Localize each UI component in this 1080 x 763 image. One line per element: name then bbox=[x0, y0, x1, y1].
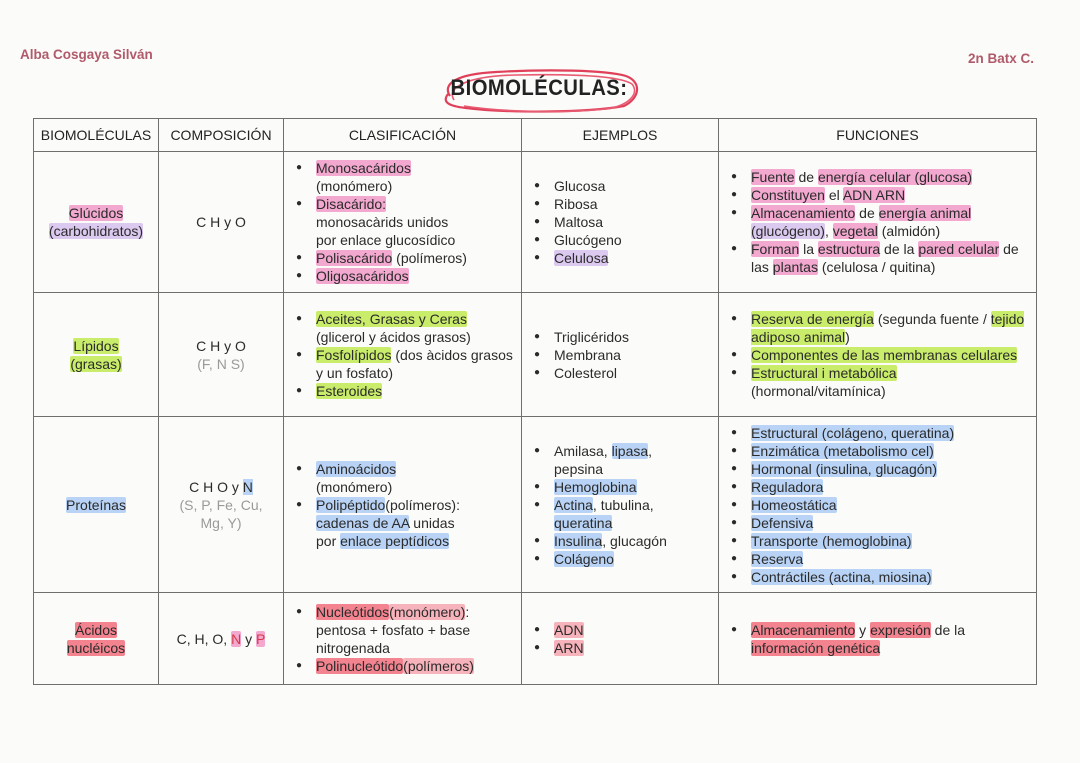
col-header-clasificacion: CLASIFICACIÓN bbox=[284, 119, 522, 152]
class-detail: : bbox=[465, 603, 470, 620]
list-item bbox=[751, 186, 1036, 204]
name-cell bbox=[34, 593, 159, 685]
function-text: de la bbox=[930, 621, 966, 638]
class-term: Disacárido: bbox=[316, 196, 387, 212]
class-detail: (polímeros) bbox=[403, 657, 474, 674]
class-detail: monosacàrids unidos bbox=[316, 214, 449, 230]
table-row-lipidos bbox=[34, 293, 1037, 417]
class-detail: (glicerol y ácidos grasos) bbox=[316, 328, 471, 345]
course-label: 2n Batx C. bbox=[967, 51, 1034, 66]
list-item bbox=[554, 442, 718, 478]
example: Triglicéridos bbox=[554, 328, 629, 345]
class-term: Aminoácidos bbox=[316, 460, 397, 477]
function-term: ADN ARN bbox=[842, 187, 906, 203]
name-cell bbox=[34, 417, 159, 593]
table-row-acidos-nucleicos bbox=[34, 593, 1037, 685]
classification-cell bbox=[284, 417, 522, 593]
function-term: energía animal bbox=[878, 205, 972, 221]
biomolecules-table bbox=[33, 118, 1037, 685]
col-header-funciones: FUNCIONES bbox=[719, 119, 1037, 152]
table-header-row bbox=[34, 119, 1037, 152]
list-item bbox=[554, 177, 718, 195]
classification-cell bbox=[284, 293, 522, 417]
class-detail: (monómero) bbox=[389, 603, 466, 620]
list-item bbox=[751, 532, 1036, 550]
class-detail: por enlace glucosídico bbox=[316, 232, 456, 248]
example-text: , tubulina, bbox=[592, 496, 654, 513]
list-item bbox=[316, 195, 521, 249]
function-term: Forman bbox=[751, 241, 800, 257]
function-term: expresión bbox=[870, 621, 931, 638]
author-name: Alba Cosgaya Silván bbox=[20, 47, 153, 62]
col-header-biomoleculas: BIOMOLÉCULAS bbox=[34, 119, 159, 152]
function-text: ) bbox=[845, 328, 850, 345]
list-item bbox=[316, 346, 521, 382]
list-item bbox=[751, 568, 1036, 586]
example: Glucógeno bbox=[554, 232, 622, 248]
example: Insulina bbox=[554, 532, 603, 549]
function-term: Contráctiles (actina, miosina) bbox=[751, 568, 932, 585]
function-text: (segunda fuente / bbox=[873, 310, 991, 327]
class-term: enlace peptídicos bbox=[340, 532, 450, 549]
list-item bbox=[751, 478, 1036, 496]
example: Ribosa bbox=[554, 196, 598, 212]
function-term: Almacenamiento bbox=[751, 621, 856, 638]
molecule-name: Glúcidos bbox=[68, 205, 124, 221]
example: pepsina bbox=[554, 460, 604, 477]
composition: C H y O bbox=[196, 214, 246, 230]
composition-cell bbox=[159, 417, 284, 593]
class-detail: pentosa + fosfato + base bbox=[316, 621, 471, 638]
example: Colágeno bbox=[554, 550, 614, 567]
example: lipasa bbox=[611, 442, 649, 459]
example: Maltosa bbox=[554, 214, 604, 230]
examples-cell bbox=[522, 417, 719, 593]
function-term: Constituyen bbox=[751, 187, 825, 203]
list-item bbox=[316, 496, 521, 550]
list-item bbox=[554, 213, 718, 231]
class-detail: (dos àcidos grasos y un fosfato) bbox=[316, 346, 513, 381]
molecule-name: Ácidos bbox=[74, 621, 118, 638]
list-item bbox=[316, 249, 521, 267]
composition: y bbox=[241, 630, 256, 647]
list-item bbox=[316, 310, 521, 346]
list-item bbox=[751, 168, 1036, 186]
class-term: Esteroides bbox=[316, 382, 383, 399]
function-text: de bbox=[794, 169, 818, 185]
example: Amilasa bbox=[554, 442, 604, 459]
class-term: Nucleótidos bbox=[316, 603, 390, 620]
class-term: Oligosacáridos bbox=[316, 268, 409, 284]
functions-cell bbox=[719, 417, 1037, 593]
table-row-glucidos bbox=[34, 152, 1037, 293]
molecule-subname: nucléicos bbox=[66, 639, 126, 656]
functions-cell bbox=[719, 593, 1037, 685]
list-item bbox=[751, 424, 1036, 442]
class-term: Polinucleótido bbox=[316, 657, 404, 674]
function-term: Reserva de energía bbox=[751, 310, 874, 327]
list-item bbox=[751, 460, 1036, 478]
function-text: el bbox=[824, 187, 843, 203]
composition-secondary: (S, P, Fe, Cu, bbox=[179, 496, 263, 513]
function-text: , bbox=[824, 223, 833, 239]
example: Hemoglobina bbox=[554, 478, 637, 495]
class-term: cadenas de AA bbox=[316, 514, 410, 531]
page-title: BIOMOLÉCULAS: bbox=[450, 75, 628, 100]
molecule-name: Lípidos bbox=[73, 337, 119, 354]
function-text: y bbox=[855, 621, 871, 638]
class-term: Aceites, Grasas y Ceras bbox=[316, 310, 467, 327]
function-term: pared celular bbox=[918, 241, 1000, 257]
list-item bbox=[751, 514, 1036, 532]
composition-secondary: Mg, Y) bbox=[200, 514, 242, 531]
functions-cell bbox=[719, 152, 1037, 293]
function-term: (glucógeno) bbox=[751, 223, 825, 239]
function-term: Homeostática bbox=[751, 496, 837, 513]
composition-highlight: P bbox=[256, 630, 266, 647]
title-block bbox=[436, 66, 642, 114]
class-detail: (monómero) bbox=[316, 478, 393, 495]
list-item bbox=[554, 478, 718, 496]
list-item bbox=[316, 159, 521, 195]
function-text: de la bbox=[880, 241, 919, 257]
function-term: Defensiva bbox=[751, 514, 814, 531]
examples-cell bbox=[522, 293, 719, 417]
composition-highlight: N bbox=[231, 630, 242, 647]
list-item bbox=[751, 204, 1036, 240]
class-detail: (polímeros) bbox=[396, 250, 467, 266]
class-detail: nitrogenada bbox=[316, 639, 390, 656]
class-detail: (monómero) bbox=[316, 178, 393, 194]
function-term: Almacenamiento bbox=[751, 205, 856, 221]
col-header-ejemplos: EJEMPLOS bbox=[522, 119, 719, 152]
function-term: energía celular (glucosa) bbox=[817, 169, 973, 185]
list-item bbox=[554, 496, 718, 532]
list-item bbox=[554, 231, 718, 249]
function-term: vegetal bbox=[832, 223, 878, 239]
example: Membrana bbox=[554, 346, 621, 363]
list-item bbox=[316, 267, 521, 285]
list-item bbox=[554, 621, 718, 639]
class-term: Monosacáridos bbox=[316, 160, 411, 176]
function-term: Reguladora bbox=[751, 478, 824, 495]
example: Celulosa bbox=[554, 250, 609, 266]
function-text: de las bbox=[751, 241, 1019, 275]
function-text: (hormonal/vitamínica) bbox=[751, 382, 886, 399]
example: queratina bbox=[554, 514, 613, 531]
example: ADN bbox=[554, 621, 584, 638]
list-item bbox=[316, 382, 521, 400]
function-term: Fuente bbox=[751, 169, 795, 185]
list-item bbox=[554, 346, 718, 364]
composition-secondary: (F, N S) bbox=[197, 355, 245, 372]
function-term: Reserva bbox=[751, 550, 804, 567]
function-text: (celulosa / quitina) bbox=[817, 259, 936, 275]
function-term: Estructural (colágeno, queratina) bbox=[751, 424, 955, 441]
example-text: , bbox=[648, 442, 653, 459]
composition-highlight: N bbox=[242, 478, 253, 495]
composition: C, H, O, bbox=[176, 630, 232, 647]
molecule-name: Proteínas bbox=[66, 496, 126, 513]
function-text: (almidón) bbox=[877, 223, 941, 239]
function-term: Hormonal (insulina, glucagón) bbox=[751, 460, 937, 477]
composition: C H O y bbox=[189, 478, 243, 495]
list-item bbox=[554, 328, 718, 346]
list-item bbox=[554, 195, 718, 213]
list-item bbox=[751, 364, 1036, 400]
examples-cell bbox=[522, 152, 719, 293]
list-item bbox=[554, 249, 718, 267]
classification-cell bbox=[284, 593, 522, 685]
molecule-subname: (carbohidratos) bbox=[48, 223, 144, 239]
list-item bbox=[554, 639, 718, 657]
function-term: plantas bbox=[772, 259, 818, 275]
function-term: estructura bbox=[817, 241, 881, 257]
list-item bbox=[316, 460, 521, 496]
example: Glucosa bbox=[554, 178, 606, 194]
class-term: Polisacárido bbox=[316, 250, 393, 266]
function-term: tejido adiposo animal bbox=[751, 310, 1025, 345]
name-cell bbox=[34, 152, 159, 293]
example-text: , glucagón bbox=[602, 532, 667, 549]
composition-cell bbox=[159, 293, 284, 417]
function-term: información genética bbox=[751, 639, 881, 656]
list-item bbox=[554, 532, 718, 550]
example-text: , bbox=[603, 442, 612, 459]
example: Actina bbox=[554, 496, 593, 513]
list-item bbox=[751, 621, 1036, 657]
list-item bbox=[316, 657, 521, 675]
function-term: Estructural i metabólica bbox=[751, 364, 897, 381]
function-term: Componentes de las membranas celulares bbox=[751, 346, 1018, 363]
function-text: la bbox=[799, 241, 818, 257]
classification-cell bbox=[284, 152, 522, 293]
example: ARN bbox=[554, 639, 584, 656]
functions-cell bbox=[719, 293, 1037, 417]
example: Colesterol bbox=[554, 364, 618, 381]
list-item bbox=[751, 346, 1036, 364]
list-item bbox=[751, 496, 1036, 514]
list-item bbox=[554, 550, 718, 568]
list-item bbox=[316, 603, 521, 657]
class-detail: (polímeros): bbox=[385, 496, 460, 513]
composition: C H y O bbox=[196, 337, 246, 354]
class-term: Fosfolípidos bbox=[316, 346, 392, 363]
function-term: Enzimática (metabolismo cel) bbox=[751, 442, 934, 459]
molecule-subname: (grasas) bbox=[70, 355, 122, 372]
function-text: de bbox=[855, 205, 879, 221]
list-item bbox=[751, 240, 1036, 276]
examples-cell bbox=[522, 593, 719, 685]
list-item bbox=[751, 550, 1036, 568]
class-detail: por bbox=[316, 532, 341, 549]
name-cell bbox=[34, 293, 159, 417]
list-item bbox=[554, 364, 718, 382]
table-row-proteinas bbox=[34, 417, 1037, 593]
class-term: Polipéptido bbox=[316, 496, 386, 513]
list-item bbox=[751, 442, 1036, 460]
composition-cell bbox=[159, 593, 284, 685]
col-header-composicion: COMPOSICIÓN bbox=[159, 119, 284, 152]
list-item bbox=[751, 310, 1036, 346]
class-detail: unidas bbox=[409, 514, 455, 531]
composition-cell bbox=[159, 152, 284, 293]
function-term: Transporte (hemoglobina) bbox=[751, 532, 912, 549]
